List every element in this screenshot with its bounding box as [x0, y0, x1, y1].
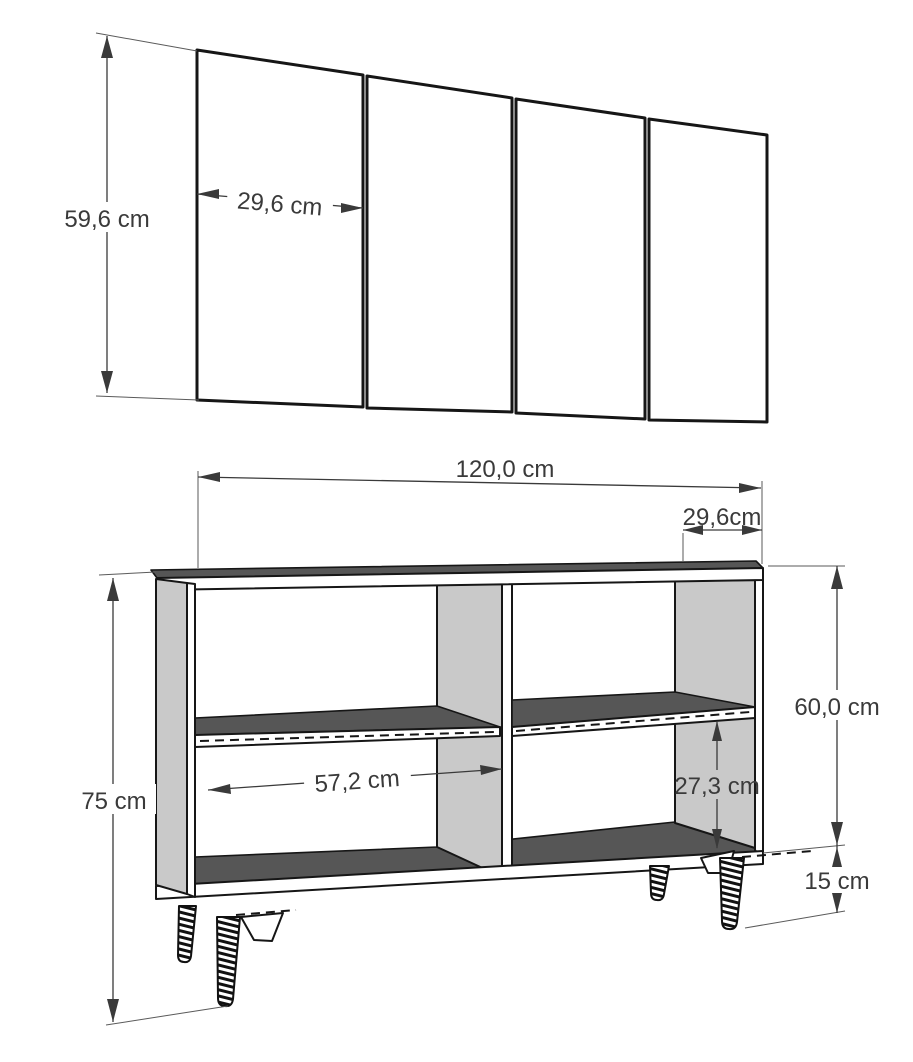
cabinet-view — [72, 452, 887, 1025]
arrow-up-icon — [107, 578, 119, 601]
cabinet-left-panel — [156, 579, 195, 897]
door-panel-1 — [197, 50, 363, 407]
door-height-label: 59,6 cm — [64, 206, 150, 233]
leg-back-left — [178, 906, 196, 962]
dim-leg-height — [745, 845, 876, 928]
dim-cabinet-depth — [683, 504, 762, 561]
cabinet-top-panel — [151, 561, 763, 590]
inner-width-label: 57,2 cm — [313, 764, 401, 799]
leg-back-right — [650, 866, 669, 900]
door-width-label: 29,6 cm — [236, 187, 324, 222]
door-panels-view — [56, 33, 767, 422]
cabinet-depth-label: 29,6cm — [682, 504, 762, 531]
leg-bracket-left — [241, 913, 283, 941]
leg-height-label: 15 cm — [804, 868, 870, 895]
arrow-left-icon — [208, 784, 231, 794]
inner-height-label: 27,3 cm — [674, 773, 760, 800]
door-panel-2 — [367, 76, 512, 412]
arrow-down-icon — [832, 893, 842, 913]
dim-door-height — [56, 33, 199, 400]
arrow-right-icon — [739, 483, 761, 493]
dim-cabinet-width — [198, 452, 762, 568]
leg-front-right — [720, 858, 744, 929]
dim-body-height — [763, 566, 887, 853]
arrow-down-icon — [101, 371, 113, 393]
arrow-up-icon — [832, 847, 842, 867]
arrow-down-icon — [107, 999, 119, 1022]
dim-total-height — [72, 572, 228, 1025]
total-height-label: 75 cm — [81, 788, 147, 815]
cabinet-width-label: 120,0 cm — [455, 456, 555, 483]
arrow-up-icon — [101, 36, 113, 58]
body-height-label: 60,0 cm — [794, 694, 880, 721]
arrow-left-icon — [198, 472, 220, 482]
arrow-down-icon — [831, 822, 843, 845]
leg-front-left — [217, 917, 240, 1006]
door-panel-3 — [516, 99, 645, 419]
arrow-up-icon — [831, 566, 843, 589]
door-panel-4 — [649, 119, 767, 422]
